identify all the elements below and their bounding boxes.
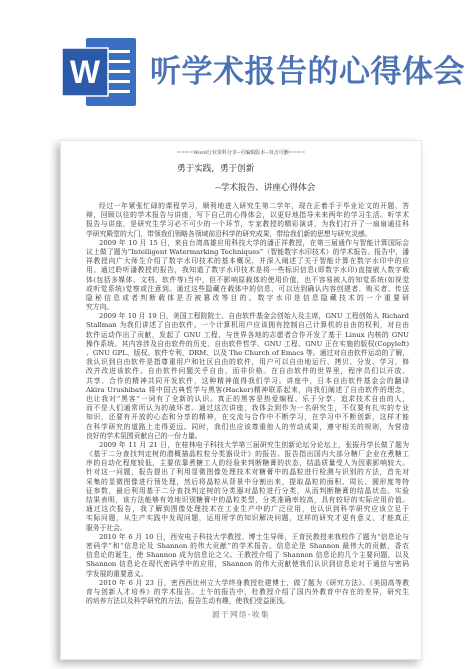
document-heading: 勇于实践，勇于创新 (177, 164, 255, 174)
text-line: 在科学研究的道路上走得更远。同时，我们也应该尊重他人的劳动成果，遵守相关的规则，为营造 (86, 422, 409, 431)
word-icon (62, 38, 136, 106)
paragraph (86, 202, 409, 239)
text-line: 育与创新人才培养》的学术报告。上午的报告中，杜教授介绍了国内外教育中存在的差异，研究生 (86, 587, 409, 596)
word-icon-line (108, 70, 130, 73)
text-line: 针对这一问题，报告提出了利用显微图像处理技术对糖膏中的晶粒进行检测与识别的方法，首先对 (86, 468, 409, 477)
text-line: 信息论的诞生，使 Shannon 成为信息论之父。王教授介绍了 Shannon 信息论的几个主要问题，以及 (86, 551, 409, 560)
text-line: 、GNU GPL、版权、软件专利、DRM、以及 The Church of Emacs 等。通过对自由软件运动的了解， (86, 349, 409, 357)
text-line: 良好的学术氛围贡献自己的一份力量。 (86, 431, 202, 440)
text-line: 学发展的重要意义。 (86, 569, 148, 578)
word-icon-line (108, 90, 130, 93)
text-line: 隐秘信息或者判断载体是否被篡改等目的。数字水印是信息隐藏技术的一个重要研 (86, 293, 409, 302)
text-line: 究方向。 (86, 303, 114, 312)
text-line: 的培养方法以及科学研究的方法，报告生动有趣，使我们受益匪浅。 (86, 597, 290, 606)
text-line: 软件运动作出了贡献，发起了 GNU 工程，与世界各地的志愿者合作开发了基于 Linux 内核的 GNU (86, 330, 409, 339)
text-line: 祥教授向广大师生介绍了数字水印技术的基本概况，并深入阐述了关于智能计算在数字水印中的应 (86, 257, 409, 266)
text-line: 《基于二分查找判定树的潜概描晶粒粒分类器设计》的报告。报告指出国内大部分糖厂企业在煮糖工 (86, 450, 409, 459)
text-line: 我认识到自由软件是指尊重用户和社区自由的软件，用户可以自由地运行、拷贝、分发、学习、修 (86, 358, 409, 367)
paragraph (86, 579, 409, 607)
word-icon-letter: W (69, 54, 101, 90)
document-banner: ====Word行业资料分享--可编辑版本--双击可删==== (176, 150, 306, 156)
paragraph (86, 239, 409, 313)
text-line: 2010 年 6 月 10 日，西安电子科技大学教授、博士生导师，王育民教授来我校作了题为“信息论与 (99, 532, 409, 541)
text-line: 征参数，最后利用基于二分查找判定树的分类器对晶粒进行分类，从而判断糖膏的结晶状态。实验 (86, 486, 409, 495)
text-line: 而不是人们通常所认为的破坏者。通过这次讲座，我体会到作为一名研究生，不仅要有扎实的专业 (86, 404, 409, 413)
text-line: Shannon 信息论在现代密码学中的应用，Shannon 的伟大贡献使我们认识到信息论对于通信与密码 (86, 560, 409, 569)
document-subheading: --学术报告、讲座心得体会 (215, 183, 316, 193)
text-line: 2010 年 6 月 23 日，密西西比州立大学终身教授杜建博士，做了题为《研究方法》、《美国高等教 (99, 578, 409, 587)
paragraph (86, 533, 409, 579)
text-line: 2009 年 11 月 21 日，在桂林电子科技大学第三届研究生创新论坛分论坛上，张振丹学长做了题为 (99, 440, 409, 449)
text-line: 报告与讲座，是研究生学习必不可少的一个环节，专家教授的精彩演讲，为我们打开了一扇扇通往科 (86, 220, 409, 229)
text-line: 知识，还要有开放的心态和分享的精神，在交流与合作中不断学习，在学习中不断创新，这样才能 (86, 413, 409, 422)
text-line: 采集的显微图像进行预处理，然后将晶粒从背景中分割出来，提取晶粒的面积、周长、圆形度等特 (86, 477, 409, 486)
text-line: 结果表明，该方法能够有效地识别糖膏中的晶粒类型，分类准确率较高，具有较好的实际应用价值。 (86, 496, 409, 504)
text-line: 共享、合作的精神共同开发软件，这种精神值得我们学习。讲座中，日本自由软件基金会的翻译 (86, 376, 409, 385)
text-line: 经过一年紧张忙碌的课程学习，顺利地进入研究生第二学年，现在正着手于毕业论文的开题、答 (99, 202, 409, 210)
text-line: 服务于社会。 (86, 523, 127, 532)
text-line: 密码学”和“信息论及 Shannon 的伟大贡献”的学术报告。信息论是 Shannon 最伟大的贡献，香农 (86, 541, 409, 550)
text-line: 学研究殿堂的大门，带领我们领略各领域前沿科学的研究成果，带给我们新的思想与研究灵感。 (86, 229, 372, 238)
text-line: Stallman 为我们讲述了自由软件。一个计算机用户应该拥有控制自己计算机的自由的权利，对自由 (86, 321, 409, 330)
paragraph (86, 312, 409, 441)
text-line: 辩，回顾以往的学术报告与讲座，写下自己的心得体会，以更好地指导未来两年的学习生活。听学术 (86, 211, 409, 220)
text-line: 议上做了题为“Intelligent Watermarking Techniques”（智能数字水印技术）的学术报告。报告中，潘 (86, 247, 409, 256)
word-icon-line (108, 50, 130, 53)
text-line: 实际问题，从生产实践中发现问题，运用所学的知识解决问题，这样的研究才更有意义，才能真正 (86, 514, 409, 523)
text-line: 或听觉系统)觉察或注意到。通过这些隐藏在载体中的信息，可以达到确认内容创建者、购买者、传送 (86, 284, 409, 293)
text-line: 2009 年 10 月 15 日，来自台湾高雄应用科技大学的潘正祥教授，在第三届通作与智能计算国际会 (99, 238, 409, 247)
document-page (60, 140, 422, 660)
word-icon-line (108, 60, 130, 63)
text-line: 用。通过聆听潘教授的报告，我知道了数字水印技术是将一些标识信息(即数字水印)直接嵌入数字载 (86, 266, 409, 275)
page-title: 听学术报告的心得体会 (150, 54, 465, 90)
text-line: 通过这次报告，我了解到图像处理技术在工业生产中的广泛应用，也认识到科学研究应该立足于 (86, 505, 409, 514)
text-line: 序的自动化程度较低，主要依靠煮糖工人的经验来判断糖膏的状态，结晶质量受人为因素影响较大。 (86, 459, 409, 468)
word-logo-graphic (62, 38, 136, 106)
word-icon-line (108, 80, 130, 83)
text-line: Akira Urushibata 将中国古典哲学与黑客(Hacker)精神联系起来，向我们阐述了自由软件的理念， (86, 385, 409, 394)
text-line: 也让我对“黑客”一词有了全新的认识。真正的黑客是热爱编程、乐于分享、追求技术自由的人， (86, 394, 409, 403)
document-footer: 源于网络-收集 (211, 610, 271, 619)
text-line: 体(包括多媒体、文档、软件等)当中，但不影响原载体的使用价值，也不容易被人的知觉系统(如视觉 (86, 275, 409, 284)
text-line: 操作系统。其内容涉及自由软件的历史、自由软件哲学、GNU 工程、GNU 正在实施的版权(Copyleft) (86, 339, 409, 348)
paragraph (86, 441, 409, 533)
document-body (86, 202, 409, 606)
text-line: 改并改进该软件。自由软件问题关乎自由，而非价格。在自由软件的世界里，程序员们以开放、 (86, 367, 409, 376)
text-line: 2009 年 10 月 19 日，美国工程院院士、自由软件基金会创始人及主席，GNU 工程创始人 Richard (99, 312, 409, 321)
